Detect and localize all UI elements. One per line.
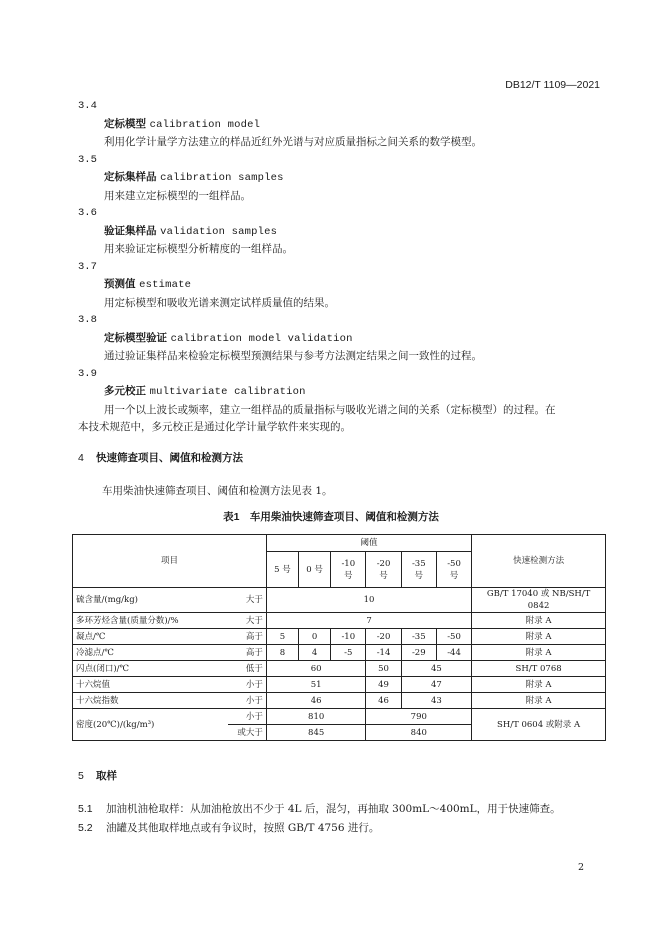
term-definition: 利用化学计量学方法建立的样品近红外光谱与对应质量指标之间关系的数学模型。 <box>104 136 482 148</box>
term-definition-cont: 本技术规范中，多元校正是通过化学计量学软件来实现的。 <box>78 421 351 433</box>
document-id: DB12/T 1109—2021 <box>505 79 600 91</box>
table-row: 闪点(闭口)/℃ 低于 60 50 45 SH/T 0768 <box>73 661 606 677</box>
table-row: 十六烷值 小于 51 49 47 附录 A <box>73 677 606 693</box>
term-cn: 定标模型验证 <box>104 331 167 344</box>
grade-0: 0 号 <box>299 552 331 588</box>
term-3-4 <box>78 98 606 152</box>
section-4-heading: 4 快速筛查项目、阈值和检测方法 <box>78 452 243 464</box>
header-item: 项目 <box>73 535 267 588</box>
table-row: 凝点/℃ 高于 5 0 -10 -20 -35 -50 附录 A <box>73 629 606 645</box>
header-method: 快速检测方法 <box>472 535 606 588</box>
term-definition: 用一个以上波长或频率，建立一组样品的质量指标与吸收光谱之间的关系（定标模型）的过程。在 <box>104 403 556 416</box>
term-number: 3.7 <box>78 260 97 273</box>
page-number: 2 <box>577 862 584 873</box>
table-row: 冷滤点/℃ 高于 8 4 -5 -14 -29 -44 附录 A <box>73 645 606 661</box>
term-number: 3.9 <box>78 367 97 380</box>
table-header-row <box>73 535 606 552</box>
header-threshold: 阈值 <box>266 535 471 552</box>
term-en: calibration model validation <box>170 332 353 345</box>
term-cn: 验证集样品 <box>104 224 157 237</box>
table-row: 或大于 845 840 <box>73 725 606 741</box>
table-row: 硫含量/(mg/kg) 大于 10 GB/T 17040 或 NB/SH/T 0842 <box>73 588 606 613</box>
grade-m50: -50 号 <box>436 552 471 588</box>
term-cn: 定标集样品 <box>104 171 157 183</box>
section-5-heading: 5 取样 <box>78 770 117 782</box>
grade-m20: -20 号 <box>366 552 401 588</box>
term-definition: 通过验证集样品来检验定标模型预测结果与参考方法测定结果之间一致性的过程。 <box>104 350 482 362</box>
section-5-2: 5.2 油罐及其他取样地点或有争议时，按照 GB/T 4756 进行。 <box>78 822 380 834</box>
term-3-9 <box>78 366 606 437</box>
term-number: 3.5 <box>78 153 97 166</box>
table-row: 密度(20℃)/(kg/m³) 小于 810 790 SH/T 0604 或附录 A <box>73 709 606 725</box>
grade-m10: -10 号 <box>331 552 366 588</box>
terms-section <box>78 98 606 437</box>
term-cn: 多元校正 <box>104 385 146 397</box>
term-number: 3.6 <box>78 207 97 219</box>
term-number: 3.4 <box>78 100 97 112</box>
term-en: validation samples <box>160 225 278 238</box>
section-5-1: 5.1 加油机油枪取样：从加油枪放出不少于 4L 后，混匀，再抽取 300mL～400mL，用于快速筛查。 <box>78 803 561 815</box>
term-3-6 <box>78 205 606 259</box>
table-row: 多环芳烃含量(质量分数)/% 大于 7 附录 A <box>73 613 606 629</box>
term-cn: 定标模型 <box>104 117 146 130</box>
screening-table <box>72 534 606 741</box>
term-definition: 用来验证定标模型分析精度的一组样品。 <box>104 243 293 255</box>
term-cn: 预测值 <box>104 278 136 290</box>
term-definition: 用来建立定标模型的一组样品。 <box>104 189 251 202</box>
term-en: calibration samples <box>160 172 284 184</box>
grade-5: 5 号 <box>266 552 298 588</box>
term-definition: 用定标模型和吸收光谱来测定试样质量值的结果。 <box>104 296 335 309</box>
term-en: calibration model <box>149 118 261 131</box>
term-number: 3.8 <box>78 314 97 326</box>
term-3-7 <box>78 259 606 313</box>
table-row: 十六烷指数 小于 46 46 43 附录 A <box>73 693 606 709</box>
term-3-8 <box>78 312 606 366</box>
term-en: multivariate calibration <box>149 386 306 398</box>
table-caption: 表1 车用柴油快速筛查项目、阈值和检测方法 <box>223 511 439 523</box>
term-3-5 <box>78 152 606 206</box>
section-4-intro: 车用柴油快速筛查项目、阈值和检测方法见表 1。 <box>102 485 333 497</box>
grade-m35: -35 号 <box>401 552 436 588</box>
term-en: estimate <box>139 279 192 291</box>
